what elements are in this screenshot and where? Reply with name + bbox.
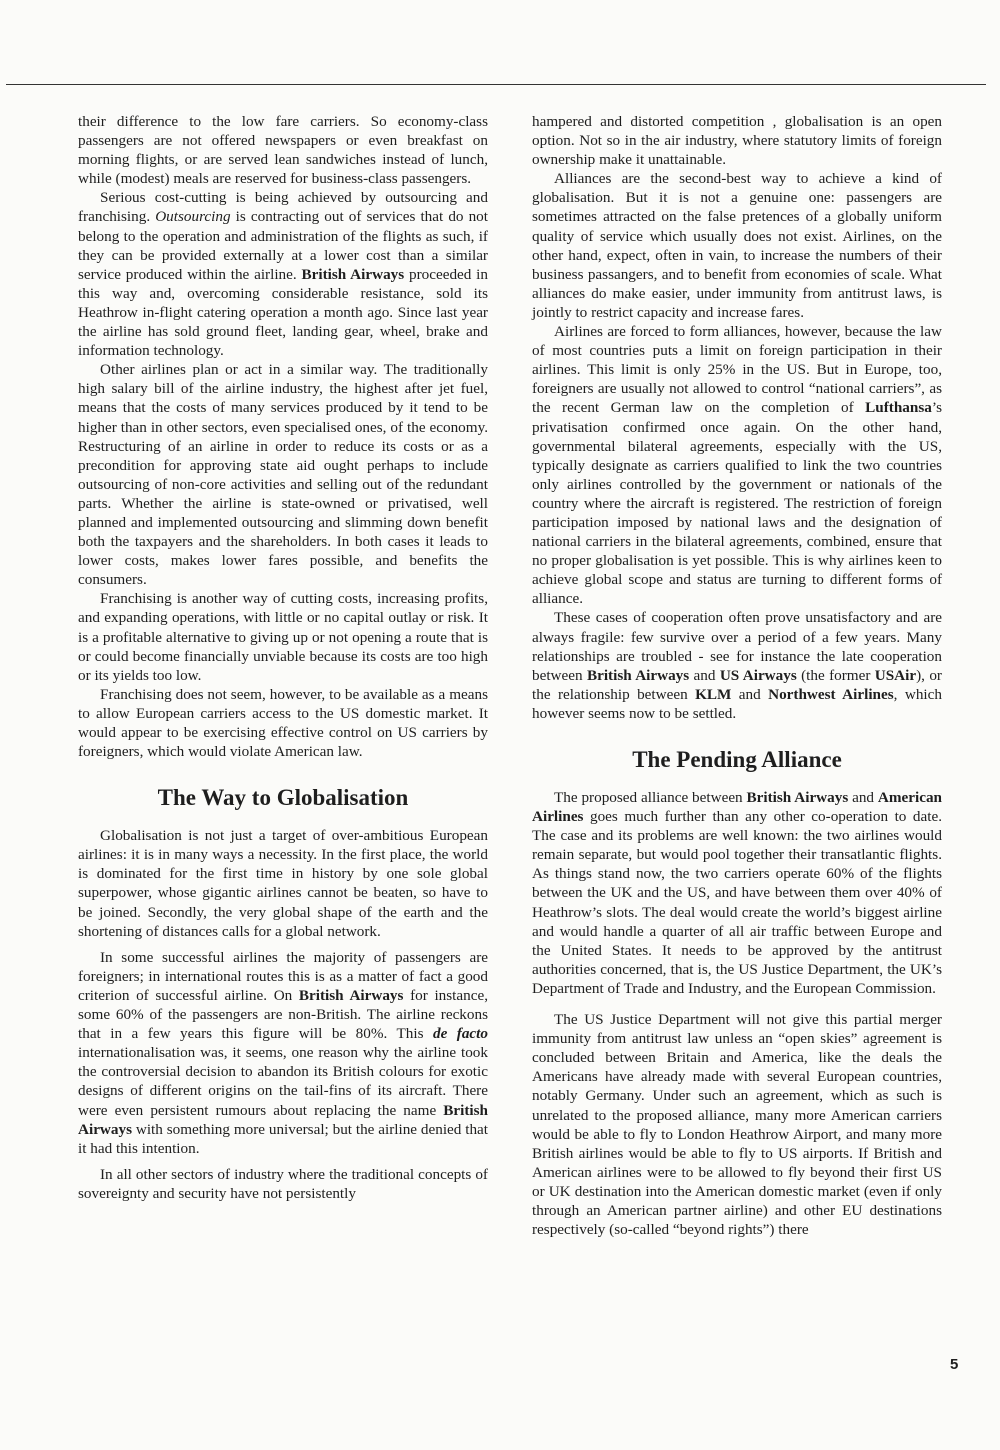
airline-name: Northwest Airlines [768,685,894,703]
airline-name: American Airlines [532,789,942,826]
paragraph: The proposed alliance between British Airways and American Airlines goes much further than any other co-operation to date. The case and its problems are well known: the two airlines would remain separate, but would pool together their transatlantic flights. As things stand now, the two carriers operate 60% of the flights between the UK and the US, and have between them over 40% of Heathrow’s slots. The deal would create the world’s biggest airline and would handle a quarter of all air traffic between Europe and the United States. It needs to be approved by the antitrust authorities concerned, that is, the US Justice Department, the UK’s Department of Trade and Industry, and the European Commission. [532,789,942,997]
term-de-facto: de facto [432,1025,488,1043]
header-rule [6,84,986,85]
right-column [532,112,942,1239]
airline-name: KLM [695,685,732,703]
airline-name: British Airways [746,789,849,806]
airline-name: US Airways [719,666,797,684]
paragraph: Franchising does not seem, however, to be available as a means to allow European carriers access to the US domestic market. It would appear to be exercising effective control on US carriers by foreigners, which would violate American law. [78,685,488,761]
airline-name: British Airways [301,265,405,283]
page-number: 5 [950,1356,959,1373]
term-outsourcing: Outsourcing [155,208,231,226]
paragraph: their difference to the low fare carriers. So economy-class passengers are not offered newspapers or even breakfast on morning flights, or are served lean sandwiches instead of lunch, while (modest) meals are reserved for business-class passengers. [78,113,488,188]
paragraph: These cases of cooperation often prove unsatisfactory and are always fragile: few survive over a period of a few years. Many relationships are troubled - see for instance the late cooperation between British Airways and US Airways (the former USAir), or the relationship between KLM and Northwest Airlines, which however seems now to be settled. [532,609,942,722]
paragraph: Airlines are forced to form alliances, however, because the law of most countries puts a limit on foreign participation in their airlines. This limit is only 25% in the US. But in Europe, too, foreigners are usually not allowed to control “national carriers”, as the recent German law on the completion of Lufthansa’s privatisation confirmed once again. On the other hand, governmental bilateral agreements, especially with the US, typically designate as carriers qualified to link the two countries only airlines controlled by the government or nationals of the country where the aircraft is registered. The restriction of foreign participation imposed by national laws and the designation of national carriers in the bilateral agreements, combined, ensure that no proper globalisation is yet possible. This is why airlines keen to achieve global scope and status are turning to different forms of alliance. [532,323,942,608]
paragraph: In some successful airlines the majority of passengers are foreigners; in international routes this is as a matter of fact a good criterion of successful airline. On British Airways for instance, some 60% of the passengers are non-British. The airline reckons that in a few years this figure will be 80%. This de facto internationalisation was, it seems, one reason why the airline took the controversial decision to abandon its British colours for exotic designs of different origins on the tail-fins of its aircraft. There were even persistent rumours about replacing the name British Airways with something more universal; but the airline denied that it had this intention. [78,948,488,1157]
paragraph: Alliances are the second-best way to achieve a kind of globalisation. But it is not a genuine one: passengers are sometimes attracted on the false pretences of a globally uniform quality of service which usually does not exist. Airlines, on the other hand, expect, often in vain, to increase the numbers of their business passangers, and to benefit from economies of scale. What alliances do make easier, under immunity from antitrust laws, is jointly to restrict capacity and increase fares. [532,170,942,321]
airline-name: Lufthansa [865,399,932,417]
airline-name: USAir [874,666,917,684]
paragraph: hampered and distorted competition , globalisation is an open option. Not so in the air industry, where statutory limits of foreign ownership make it unattainable. [532,113,942,169]
section-heading-globalisation: The Way to Globalisation [157,785,409,811]
section-heading-pending-alliance: The Pending Alliance [632,747,842,772]
paragraph: Other airlines plan or act in a similar way. The traditionally high salary bill of the airline industry, the highest after jet fuel, means that the costs of many services produced by it tend to be higher than in other sectors, even specialised ones, of the economy. Restructuring of an airline in order to reduce its costs or as a precondition for approving state aid ought perhaps to include outsourcing of non-core activities and selling out of the redundant parts. Whether the airline is state-owned or privatised, well planned and implemented outsourcing and slimming down benefit both the taxpayers and the shareholders. In both cases it leads to lower costs, makes lower fares possible, and benefits the consumers. [78,361,488,589]
left-column [78,112,488,1203]
paragraph: Serious cost-cutting is being achieved by outsourcing and franchising. Outsourcing is contracting out of services that do not belong to the operation and administration of the flights as such, if they can be provided externally at a lower cost than a similar service produced within the airline. British Airways proceeded in this way and, overcoming considerable resistance, sold its Heathrow in-flight catering operation a month ago. Since last year the airline has sold ground fleet, landing gear, wheel, brake and information technology. [78,189,488,360]
paragraph: In all other sectors of industry where the traditional concepts of sovereignty and security have not persistently [78,1165,488,1202]
airline-name: British Airways [78,1101,488,1138]
paragraph: Globalisation is not just a target of over-ambitious European airlines: it is in many ways a necessity. In the first place, the world is dominated for the first time in history by one sole global superpower, whose gigantic airlines cannot be beaten, so have to be joined. Secondly, the very global shape of the earth and the shortening of distances calls for a global network. [78,827,488,940]
airline-name: British Airways [298,986,404,1004]
airline-name: British Airways [586,666,690,684]
paragraph: Franchising is another way of cutting costs, increasing profits, and expanding operations, with little or no capital outlay or risk. It is a profitable alternative to giving up or not opening a route that is or could become financially unviable because its costs are too high or its yields too low. [78,590,488,684]
paragraph: The US Justice Department will not give this partial merger immunity from antitrust law unless an “open skies” agreement is concluded between Britain and America, like the deals the Americans have already made with several European countries, notably Germany. Under such an agreement, which as such is unrelated to the proposed alliance, many more American carriers would be able to fly to London Heathrow Airport, and many more British airlines would be able to fly to US airports. If British and American airlines were to be allowed to fly beyond their first US or UK destination into the American domestic market (even if only through an American partner airline) and other EU destinations respectively (so-called “beyond rights”) there [532,1011,942,1239]
